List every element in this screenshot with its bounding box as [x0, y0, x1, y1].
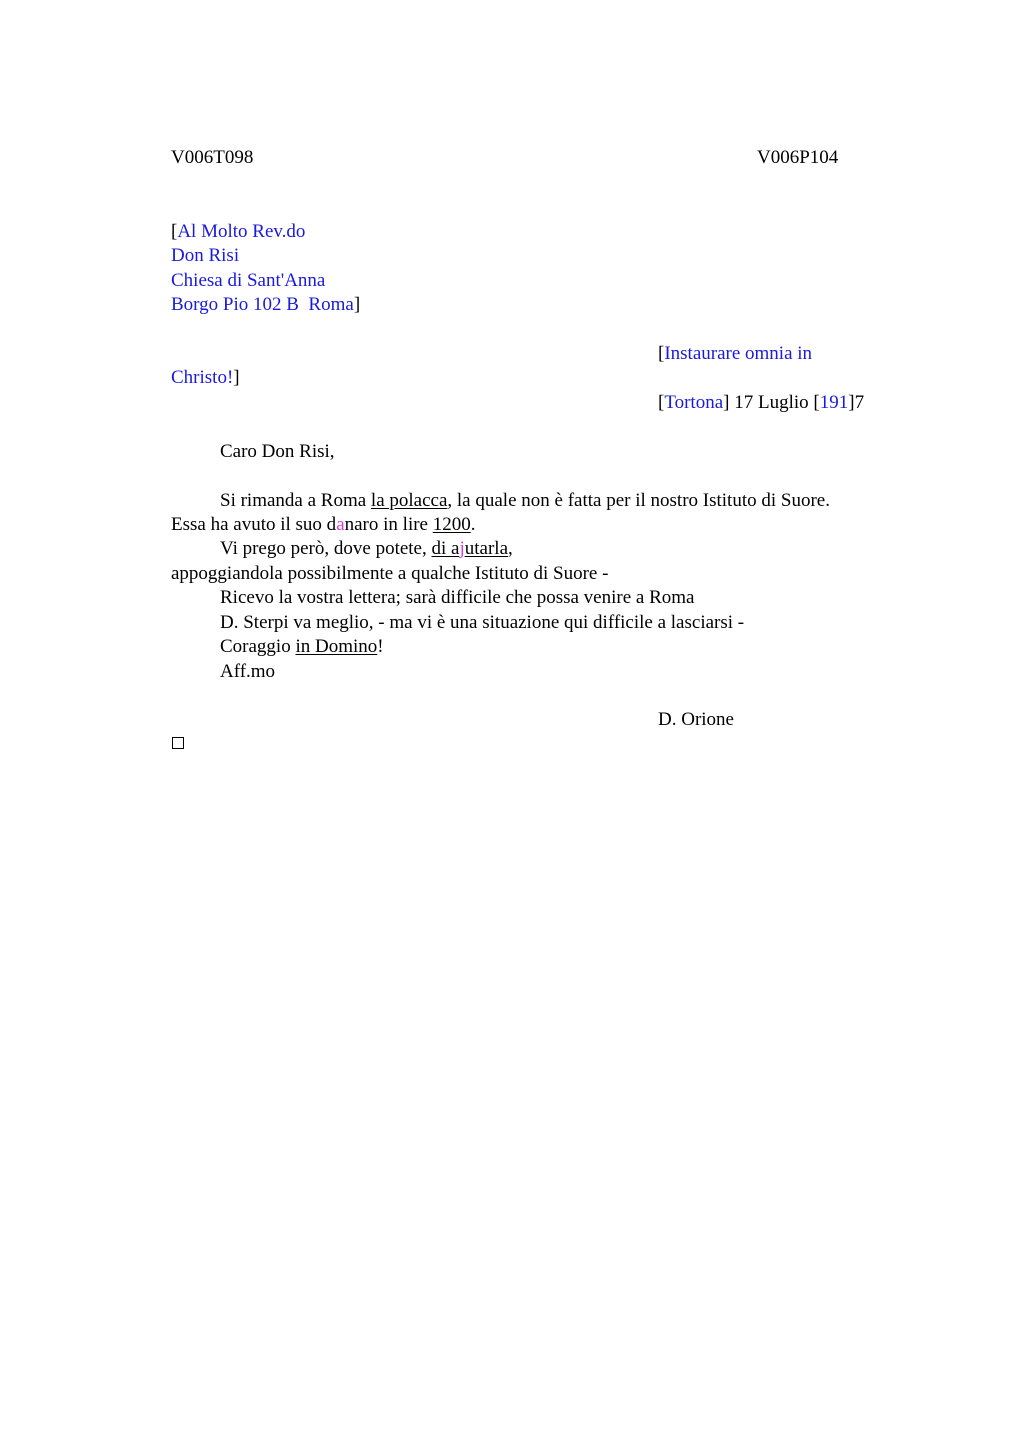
underlined-amount: 1200 [432, 514, 471, 535]
body-line-4: appoggiandola possibilmente a qualche Istituto di Suore - [171, 563, 609, 584]
body-text: Vi prego però, dove potete, [220, 538, 432, 559]
body-text: . [470, 514, 476, 535]
salutation: Caro Don Risi, [220, 441, 335, 462]
underlined-text: la polacca [370, 490, 448, 511]
correction-letter: j [459, 538, 465, 559]
body-text: Essa ha avuto il suo d [171, 514, 337, 535]
body-text: , la quale non è fatta per il nostro Istituto di Suore. [447, 490, 830, 511]
date-place: Tortona [664, 392, 724, 413]
body-line-7 [220, 635, 384, 659]
motto-part-1: Instaurare omnia in [664, 343, 813, 364]
address-recipient-title: Al Molto Rev.do [177, 221, 306, 242]
body-text: ! [377, 636, 384, 657]
body-text: Coraggio [220, 636, 296, 657]
address-line-3: Chiesa di Sant'Anna [171, 270, 326, 291]
date-year-suffix: 7 [854, 392, 865, 413]
underlined-part: di a [431, 538, 460, 559]
header-right-code: V006P104 [757, 147, 839, 168]
body-line-5: Ricevo la vostra lettera; sarà difficile che possa venire a Roma [220, 587, 695, 608]
date-year-prefix: 191 [819, 392, 849, 413]
body-line-3 [220, 537, 513, 561]
end-marker-square-icon [172, 737, 184, 749]
correction-letter: a [336, 514, 345, 535]
closing: Aff.mo [220, 661, 276, 682]
address-line-1: [Al Molto Rev.do [171, 221, 306, 242]
body-text: , [508, 538, 513, 559]
underlined-text [432, 538, 509, 559]
address-line-4: Borgo Pio 102 B Roma] [171, 294, 361, 315]
underlined-text: in Domino [295, 636, 378, 657]
motto-line-2: Christo!] [171, 367, 240, 388]
body-text: Si rimanda a Roma [220, 490, 371, 511]
body-line-2 [171, 513, 475, 537]
motto-part-2: Christo! [171, 367, 234, 388]
address-street: Borgo Pio 102 B Roma [171, 294, 354, 315]
underlined-part: utarla [464, 538, 509, 559]
body-line-6: D. Sterpi va meglio, - ma vi è una situazione qui difficile a lasciarsi - [220, 612, 745, 633]
body-line-1 [220, 489, 830, 513]
motto-line-1: [Instaurare omnia in [658, 343, 813, 364]
signature: D. Orione [658, 709, 734, 730]
header-left-code: V006T098 [171, 147, 254, 168]
body-text: naro in lire [344, 514, 433, 535]
dateline: [Tortona] 17 Luglio [191]7 [658, 392, 865, 413]
date-day-month: 17 Luglio [729, 392, 814, 413]
address-line-2: Don Risi [171, 245, 240, 266]
